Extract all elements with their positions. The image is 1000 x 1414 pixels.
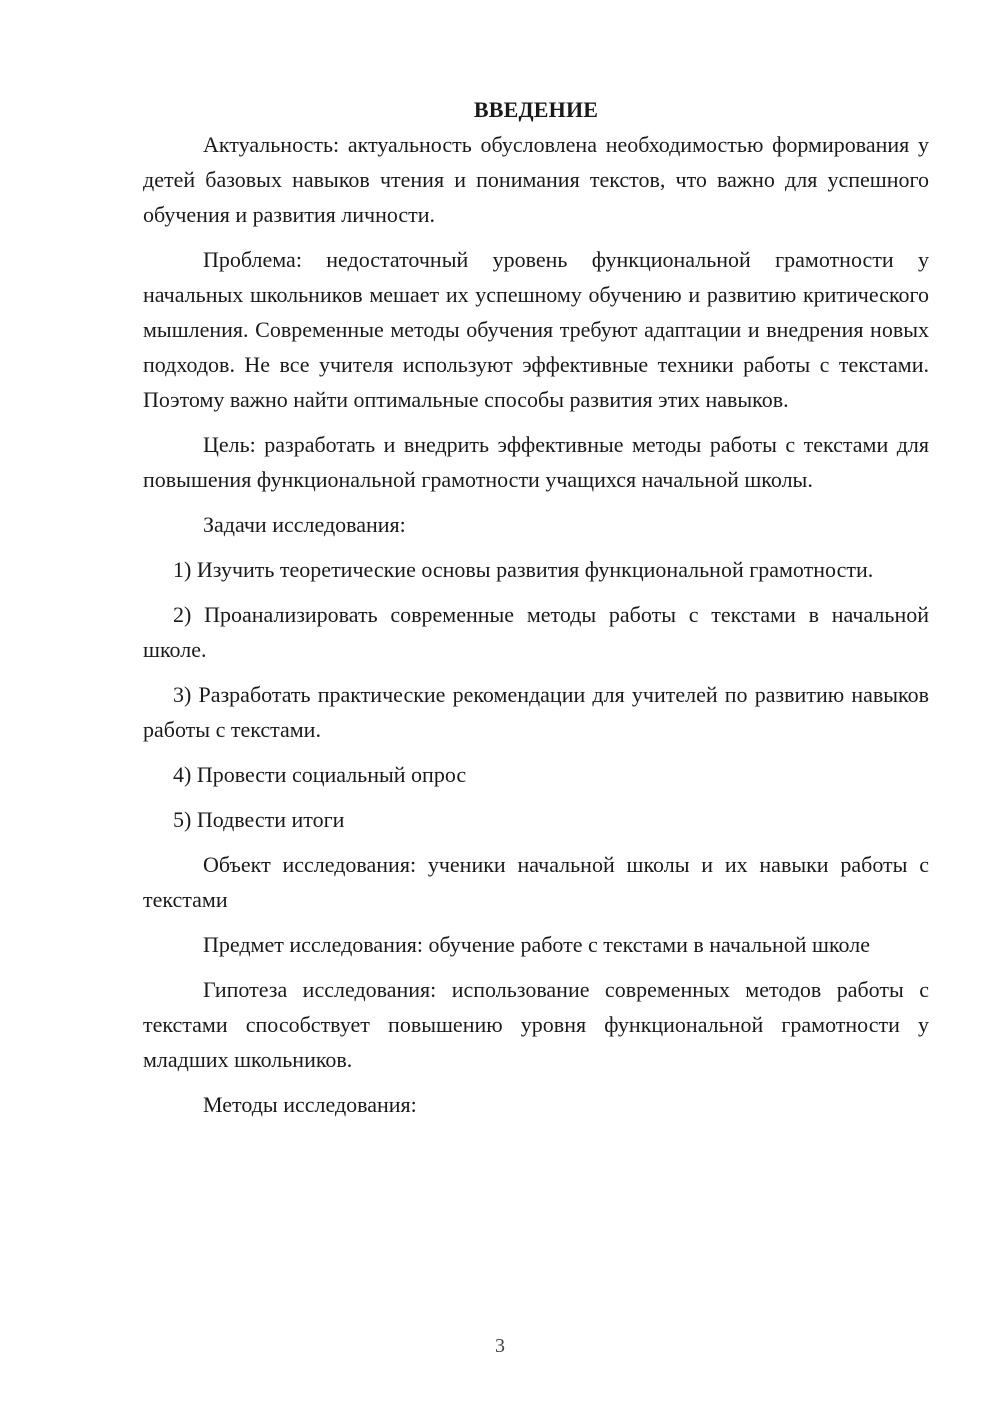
section-title: ВВЕДЕНИЕ <box>473 97 599 122</box>
task-item-5: 5) Подвести итоги <box>173 807 345 832</box>
task-item-1: 1) Изучить теоретические основы развития функциональной грамотности. <box>173 557 874 582</box>
paragraph-subject: Предмет исследования: обучение работе с текстами в начальной школе <box>203 932 870 957</box>
task-item-4: 4) Провести социальный опрос <box>173 762 467 787</box>
paragraph-problem: Проблема: недостаточный уровень функциональной грамотности у начальных школьников мешает их успешному обучению и развитию критического мышления. Современные методы обучения требуют адаптации и внедрения новых подходов. Не все учителя используют эффективные техники работы с текстами. Поэтому важно найти оптимальные способы развития этих навыков. <box>143 247 929 412</box>
page-number: 3 <box>495 1335 505 1357</box>
tasks-heading: Задачи исследования: <box>203 512 406 537</box>
paragraph-relevance: Актуальность: актуальность обусловлена необходимостью формирования у детей базовых навыков чтения и понимания текстов, что важно для успешного обучения и развития личности. <box>143 132 929 227</box>
task-item-2: 2) Проанализировать современные методы работы с текстами в начальной школе. <box>143 602 929 662</box>
paragraph-goal: Цель: разработать и внедрить эффективные методы работы с текстами для повышения функциональной грамотности учащихся начальной школы. <box>143 432 929 492</box>
paragraph-object: Объект исследования: ученики начальной школы и их навыки работы с текстами <box>143 852 929 912</box>
task-item-3: 3) Разработать практические рекомендации для учителей по развитию навыков работы с текстами. <box>143 682 929 742</box>
paragraph-hypothesis: Гипотеза исследования: использование современных методов работы с текстами способствует повышению уровня функциональной грамотности у младших школьников. <box>143 977 929 1072</box>
document-page <box>143 92 929 1122</box>
methods-heading: Методы исследования: <box>203 1092 417 1117</box>
